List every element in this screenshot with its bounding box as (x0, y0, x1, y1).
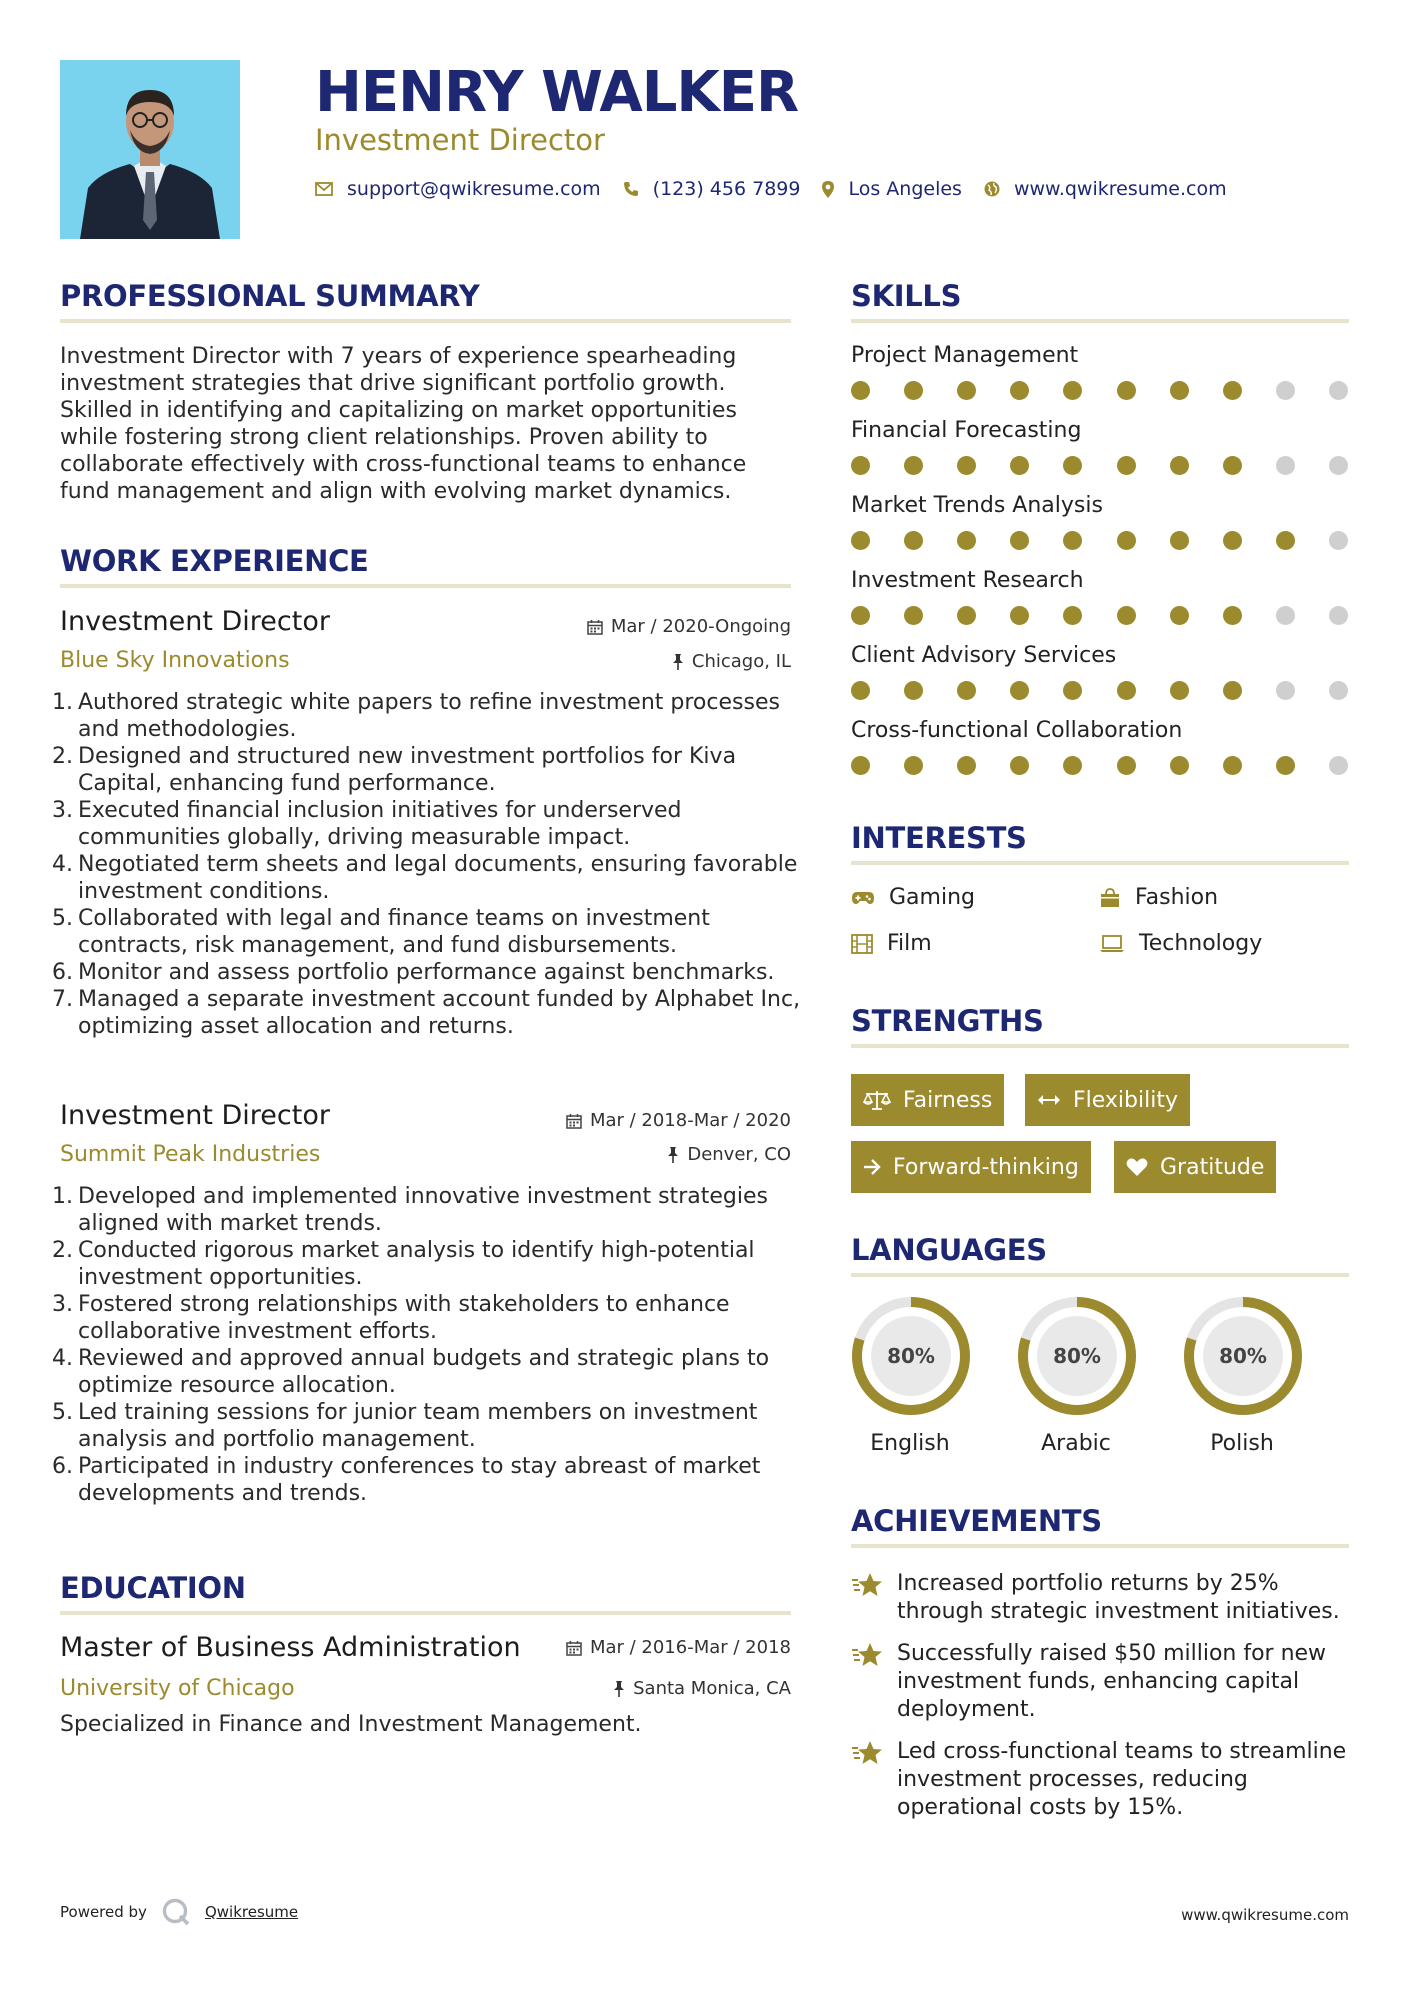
skill-dot-filled (851, 606, 870, 625)
strength-forward-thinking (851, 1141, 1091, 1193)
star-icon (851, 1642, 883, 1668)
skill-dot-filled (1170, 456, 1189, 475)
skill-name: Market Trends Analysis (851, 493, 1103, 518)
skill-dot-filled (851, 531, 870, 550)
pushpin-icon (667, 1147, 679, 1163)
film-icon (851, 934, 873, 954)
job-1-duties (52, 689, 802, 1040)
achievement-item (851, 1640, 1351, 1724)
skill-dot-filled (1170, 531, 1189, 550)
experience-heading: WORK EXPERIENCE (60, 544, 369, 578)
skills-divider (851, 319, 1349, 323)
job-1-company: Blue Sky Innovations (60, 648, 290, 673)
skill-dot-filled (1063, 681, 1082, 700)
skill-dot-filled (957, 531, 976, 550)
skill-dot-filled (851, 681, 870, 700)
skill-dot-filled (1063, 456, 1082, 475)
skill-dot-filled (1223, 606, 1242, 625)
contact-bar (315, 178, 1249, 200)
calendar-icon (566, 1640, 582, 1656)
job-1-title: Investment Director (60, 606, 330, 637)
skill-dot-filled (851, 381, 870, 400)
languages-heading: LANGUAGES (851, 1233, 1047, 1267)
skill-dot-filled (1063, 531, 1082, 550)
list-item: Led training sessions for junior team members on investment analysis and portfolio management. (78, 1400, 758, 1452)
education-school: University of Chicago (60, 1676, 295, 1701)
skill-dot-filled (1117, 606, 1136, 625)
skill-dot-filled (1117, 531, 1136, 550)
skill-dot-filled (957, 606, 976, 625)
contact-website[interactable] (984, 178, 1227, 200)
skill-dot-filled (904, 681, 923, 700)
skill-name: Client Advisory Services (851, 643, 1117, 668)
skill-rating (851, 681, 1351, 701)
summary-divider (60, 319, 791, 323)
education-location-text: Santa Monica, CA (633, 1678, 791, 1699)
interest-technology (1099, 930, 1262, 958)
education-date-text: Mar / 2016-Mar / 2018 (589, 1637, 791, 1658)
skill-dot-filled (1117, 681, 1136, 700)
list-item: Participated in industry conferences to stay abreast of market developments and trends. (78, 1454, 761, 1506)
interest-gaming (851, 884, 975, 912)
strength-label: Fairness (903, 1087, 993, 1113)
candidate-title: Investment Director (315, 123, 605, 157)
globe-icon (984, 181, 1000, 197)
shopping-bag-icon (1099, 888, 1121, 908)
language-name: Arabic (1041, 1431, 1111, 1456)
qwikresume-logo-icon (161, 1897, 191, 1927)
education-description: Specialized in Finance and Investment Management. (60, 1712, 642, 1737)
calendar-icon (587, 619, 603, 635)
languages-divider (851, 1273, 1349, 1277)
language-progress-ring (1016, 1295, 1138, 1417)
strengths-heading: STRENGTHS (851, 1004, 1044, 1038)
interest-fashion (1099, 884, 1218, 912)
skill-name: Financial Forecasting (851, 418, 1082, 443)
skill-dot-filled (1063, 756, 1082, 775)
skill-rating (851, 606, 1351, 626)
list-item: Reviewed and approved annual budgets and strategic plans to optimize resource allocation. (78, 1346, 770, 1398)
contact-phone[interactable] (623, 178, 801, 200)
skill-dot-filled (1276, 531, 1295, 550)
interest-label: Gaming (889, 885, 975, 910)
language-percent: 80% (1219, 1344, 1267, 1368)
footer-website[interactable]: www.qwikresume.com (1181, 1906, 1349, 1924)
skill-dot-filled (904, 756, 923, 775)
language-progress-ring (1182, 1295, 1304, 1417)
list-item: Negotiated term sheets and legal documents, ensuring favorable investment conditions. (78, 852, 798, 904)
skill-dot-filled (1223, 531, 1242, 550)
interest-label: Technology (1139, 931, 1263, 956)
pushpin-icon (672, 654, 684, 670)
heart-icon (1126, 1157, 1148, 1177)
language-english (850, 1295, 972, 1421)
language-progress-ring (850, 1295, 972, 1417)
achievement-text: Successfully raised $50 million for new investment funds, enhancing capital deployment. (897, 1641, 1327, 1722)
skill-dot-filled (1223, 681, 1242, 700)
skill-dot-filled (1117, 381, 1136, 400)
skill-dot-empty (1329, 756, 1348, 775)
achievement-item (851, 1570, 1351, 1626)
language-percent: 80% (887, 1344, 935, 1368)
list-item: Developed and implemented innovative investment strategies aligned with market trends. (78, 1184, 768, 1236)
list-item: Conducted rigorous market analysis to identify high-potential investment opportunities. (78, 1238, 755, 1290)
skill-dot-filled (1223, 756, 1242, 775)
language-arabic (1016, 1295, 1138, 1421)
person-portrait-icon (60, 60, 240, 239)
footer-powered-by (60, 1897, 298, 1927)
skill-dot-empty (1276, 456, 1295, 475)
list-item: Managed a separate investment account funded by Alphabet Inc, optimizing asset allocation and returns. (78, 987, 801, 1039)
job-2-title: Investment Director (60, 1100, 330, 1131)
skill-rating (851, 456, 1351, 476)
skill-dot-filled (1170, 606, 1189, 625)
skill-dot-filled (851, 756, 870, 775)
skill-dot-filled (1010, 681, 1029, 700)
achievements-divider (851, 1544, 1349, 1548)
skill-dot-empty (1329, 681, 1348, 700)
powered-by-label: Powered by (60, 1903, 147, 1921)
education-heading: EDUCATION (60, 1571, 246, 1605)
education-divider (60, 1611, 791, 1615)
job-2-date (566, 1109, 791, 1133)
balance-scale-icon (863, 1089, 891, 1111)
skill-dot-filled (1010, 531, 1029, 550)
job-2-location (667, 1143, 791, 1167)
map-pin-icon (822, 181, 834, 198)
strengths-divider (851, 1044, 1349, 1048)
skill-dot-filled (904, 381, 923, 400)
skill-dot-filled (904, 456, 923, 475)
summary-text: Investment Director with 7 years of experience spearheading investment strategies that drive significant portfolio growth. Skilled in identifying and capitalizing on market opportunities while fostering strong client relationships. Proven ability to collaborate effectively with cross-functional teams to enhance fund management and align with evolving market dynamics. (60, 344, 747, 504)
skill-name: Investment Research (851, 568, 1084, 593)
strength-label: Gratitude (1160, 1154, 1265, 1180)
interests-divider (851, 861, 1349, 865)
strength-flexibility (1025, 1074, 1190, 1126)
job-2-company: Summit Peak Industries (60, 1142, 321, 1167)
website-text: www.qwikresume.com (1013, 178, 1227, 200)
skill-name: Cross-functional Collaboration (851, 718, 1183, 743)
skill-dot-filled (1010, 381, 1029, 400)
profile-photo (60, 60, 240, 239)
skill-dot-empty (1329, 606, 1348, 625)
language-polish (1182, 1295, 1304, 1421)
education-date (566, 1636, 791, 1660)
skill-dot-filled (1063, 606, 1082, 625)
arrow-right-icon (863, 1158, 881, 1176)
education-degree: Master of Business Administration (60, 1632, 521, 1663)
skill-dot-filled (904, 531, 923, 550)
skill-dot-filled (1010, 756, 1029, 775)
contact-email[interactable] (315, 178, 601, 200)
skill-dot-filled (904, 606, 923, 625)
skill-dot-empty (1329, 381, 1348, 400)
achievement-text: Led cross-functional teams to streamline investment processes, reducing operational costs by 15%. (897, 1739, 1347, 1820)
qwikresume-link[interactable]: Qwikresume (204, 1903, 299, 1921)
skill-dot-filled (1170, 381, 1189, 400)
skill-dot-filled (851, 456, 870, 475)
education-location (613, 1677, 791, 1701)
job-2-location-text: Denver, CO (687, 1144, 791, 1165)
strength-label: Flexibility (1073, 1087, 1178, 1113)
list-item: Monitor and assess portfolio performance against benchmarks. (78, 960, 775, 985)
list-item: Executed financial inclusion initiatives for underserved communities globally, driving measurable impact. (78, 798, 682, 850)
location-text: Los Angeles (848, 178, 962, 200)
skill-rating (851, 381, 1351, 401)
interest-label: Film (887, 931, 932, 956)
strength-label: Forward-thinking (893, 1154, 1079, 1180)
skill-dot-filled (957, 681, 976, 700)
list-item: Fostered strong relationships with stakeholders to enhance collaborative investment efforts. (78, 1292, 730, 1344)
envelope-icon (315, 182, 333, 196)
gamepad-icon (851, 890, 875, 906)
candidate-name: HENRY WALKER (315, 60, 799, 125)
skill-dot-empty (1329, 531, 1348, 550)
skill-dot-empty (1276, 681, 1295, 700)
language-percent: 80% (1053, 1344, 1101, 1368)
job-2-date-text: Mar / 2018-Mar / 2020 (589, 1110, 791, 1131)
email-text: support@qwikresume.com (347, 178, 601, 200)
language-name: Polish (1210, 1431, 1274, 1456)
skill-dot-filled (1223, 381, 1242, 400)
contact-location (822, 178, 961, 200)
skill-dot-empty (1329, 456, 1348, 475)
skill-dot-filled (957, 456, 976, 475)
skill-dot-filled (957, 381, 976, 400)
pushpin-icon (613, 1681, 625, 1697)
job-1-date (587, 615, 791, 639)
interest-label: Fashion (1135, 885, 1219, 910)
skill-name: Project Management (851, 343, 1079, 368)
phone-text: (123) 456 7899 (652, 178, 801, 200)
skills-heading: SKILLS (851, 279, 962, 313)
skill-dot-filled (1223, 456, 1242, 475)
job-1-location-text: Chicago, IL (691, 651, 791, 672)
strength-fairness (851, 1074, 1004, 1126)
job-2-duties (52, 1183, 802, 1507)
skill-dot-filled (1170, 756, 1189, 775)
star-icon (851, 1740, 883, 1766)
arrows-horizontal-icon (1037, 1093, 1061, 1107)
skill-dot-filled (1276, 756, 1295, 775)
star-icon (851, 1572, 883, 1598)
calendar-icon (566, 1113, 582, 1129)
skill-dot-filled (1117, 456, 1136, 475)
list-item: Designed and structured new investment portfolios for Kiva Capital, enhancing fund performance. (78, 744, 737, 796)
interest-film (851, 930, 932, 958)
skill-dot-filled (1063, 381, 1082, 400)
skill-rating (851, 531, 1351, 551)
skill-dot-filled (1170, 681, 1189, 700)
skill-dot-filled (957, 756, 976, 775)
summary-heading: PROFESSIONAL SUMMARY (60, 279, 480, 313)
skill-dot-filled (1010, 606, 1029, 625)
skill-dot-filled (1117, 756, 1136, 775)
strength-gratitude (1114, 1141, 1276, 1193)
skill-dot-filled (1010, 456, 1029, 475)
language-name: English (870, 1431, 950, 1456)
skill-rating (851, 756, 1351, 776)
list-item: Authored strategic white papers to refine investment processes and methodologies. (78, 690, 780, 742)
job-1-date-text: Mar / 2020-Ongoing (610, 616, 791, 637)
skill-dot-empty (1276, 381, 1295, 400)
interests-heading: INTERESTS (851, 821, 1027, 855)
experience-divider (60, 584, 791, 588)
skill-dot-empty (1276, 606, 1295, 625)
achievement-item (851, 1738, 1351, 1822)
phone-icon (623, 181, 639, 197)
achievements-heading: ACHIEVEMENTS (851, 1504, 1102, 1538)
achievement-text: Increased portfolio returns by 25% through strategic investment initiatives. (897, 1571, 1340, 1624)
laptop-icon (1099, 935, 1125, 953)
list-item: Collaborated with legal and finance teams on investment contracts, risk management, and fund disbursements. (78, 906, 710, 958)
job-1-location (672, 650, 791, 674)
